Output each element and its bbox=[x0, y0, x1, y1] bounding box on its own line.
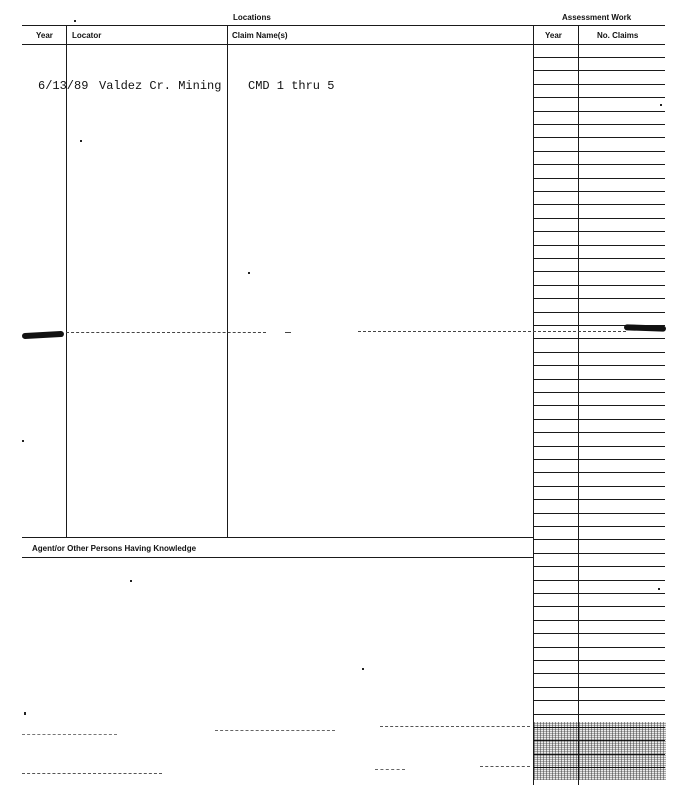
speck-8 bbox=[660, 104, 662, 106]
assessment-grid-line bbox=[533, 499, 665, 500]
assessment-grid-line bbox=[533, 338, 665, 339]
assessment-grid-line bbox=[533, 124, 665, 125]
assessment-grid-line bbox=[533, 566, 665, 567]
locations-group-header: Locations bbox=[233, 13, 271, 22]
assessment-work-group-header: Assessment Work bbox=[562, 13, 632, 22]
left-scan-mark bbox=[22, 331, 64, 339]
assessment-grid-line bbox=[533, 714, 665, 715]
assessment-grid-line bbox=[533, 204, 665, 205]
bottom-right-scan-noise bbox=[534, 722, 666, 780]
assessment-grid-line bbox=[533, 84, 665, 85]
locator-column-header: Locator bbox=[72, 31, 102, 40]
assessment-year-column-header: Year bbox=[545, 31, 562, 40]
speck-5 bbox=[362, 668, 364, 670]
claim-names-column-header: Claim Name(s) bbox=[232, 31, 288, 40]
speck-4 bbox=[130, 580, 132, 582]
assessment-grid-line bbox=[533, 405, 665, 406]
assessment-grid-line bbox=[533, 271, 665, 272]
right-scan-mark bbox=[624, 324, 666, 331]
bottom-line-2a bbox=[22, 773, 162, 774]
assessment-grid-line bbox=[533, 660, 665, 661]
header-rule bbox=[22, 44, 665, 45]
assessment-grid-line bbox=[533, 513, 665, 514]
assessment-grid-line bbox=[533, 459, 665, 460]
assessment-grid-line bbox=[533, 392, 665, 393]
assessment-grid-line bbox=[533, 379, 665, 380]
year-column-header: Year bbox=[36, 31, 53, 40]
assessment-grid-line bbox=[533, 526, 665, 527]
assessment-grid-line bbox=[533, 245, 665, 246]
mid-dashed-line-short bbox=[285, 332, 291, 333]
entry-claim-names: CMD 1 thru 5 bbox=[248, 79, 335, 93]
assessment-grid-line bbox=[533, 70, 665, 71]
agent-section-top-rule bbox=[22, 537, 533, 538]
assessment-grid-line bbox=[533, 539, 665, 540]
assessment-grid-line bbox=[533, 312, 665, 313]
assessment-grid-line bbox=[533, 218, 665, 219]
assessment-grid-line bbox=[533, 472, 665, 473]
assessment-grid-line bbox=[533, 164, 665, 165]
assessment-grid-line bbox=[533, 151, 665, 152]
assessment-grid-line bbox=[533, 620, 665, 621]
assessment-grid-line bbox=[533, 285, 665, 286]
bottom-line-2c bbox=[480, 766, 530, 767]
agent-section-bottom-rule bbox=[22, 557, 533, 558]
speck-2 bbox=[248, 272, 250, 274]
assessment-grid-line bbox=[533, 553, 665, 554]
no-claims-column-header: No. Claims bbox=[597, 31, 639, 40]
assessment-grid-line bbox=[533, 111, 665, 112]
assessment-grid-line bbox=[533, 446, 665, 447]
assessment-grid-line bbox=[533, 57, 665, 58]
speck-9 bbox=[74, 20, 76, 22]
bottom-line-1c bbox=[380, 726, 530, 727]
assessment-grid-line bbox=[533, 647, 665, 648]
assessment-grid-line bbox=[533, 687, 665, 688]
entry-locator: Valdez Cr. Mining bbox=[99, 79, 222, 93]
mid-dashed-line-right bbox=[358, 331, 626, 332]
speck-6 bbox=[24, 712, 26, 715]
assessment-grid-line bbox=[533, 352, 665, 353]
bottom-line-1a bbox=[22, 734, 117, 735]
assessment-grid-line bbox=[533, 633, 665, 634]
top-rule bbox=[22, 25, 665, 26]
assessment-grid-line bbox=[533, 365, 665, 366]
assessment-grid-line bbox=[533, 258, 665, 259]
assessment-grid-line bbox=[533, 593, 665, 594]
bottom-line-1b bbox=[215, 730, 335, 731]
year-locator-divider bbox=[66, 25, 67, 537]
assessment-grid-line bbox=[533, 700, 665, 701]
bottom-line-2b bbox=[375, 769, 405, 770]
assessment-grid-line bbox=[533, 137, 665, 138]
assessment-grid-line bbox=[533, 606, 665, 607]
assessment-grid-line bbox=[533, 231, 665, 232]
assessment-grid-line bbox=[533, 97, 665, 98]
assessment-grid-line bbox=[533, 486, 665, 487]
speck-7 bbox=[658, 588, 660, 590]
locator-claims-divider bbox=[227, 25, 228, 537]
assessment-grid-line bbox=[533, 432, 665, 433]
speck-3 bbox=[22, 440, 24, 442]
assessment-grid-line bbox=[533, 178, 665, 179]
mid-dashed-line-left bbox=[66, 332, 266, 333]
assessment-grid-line bbox=[533, 580, 665, 581]
speck-1 bbox=[80, 140, 82, 142]
assessment-grid-line bbox=[533, 419, 665, 420]
assessment-grid-line bbox=[533, 191, 665, 192]
assessment-grid-line bbox=[533, 298, 665, 299]
agent-section-header: Agent/or Other Persons Having Knowledge bbox=[32, 544, 197, 553]
assessment-grid-line bbox=[533, 673, 665, 674]
entry-year: 6/13/89 bbox=[38, 79, 89, 93]
